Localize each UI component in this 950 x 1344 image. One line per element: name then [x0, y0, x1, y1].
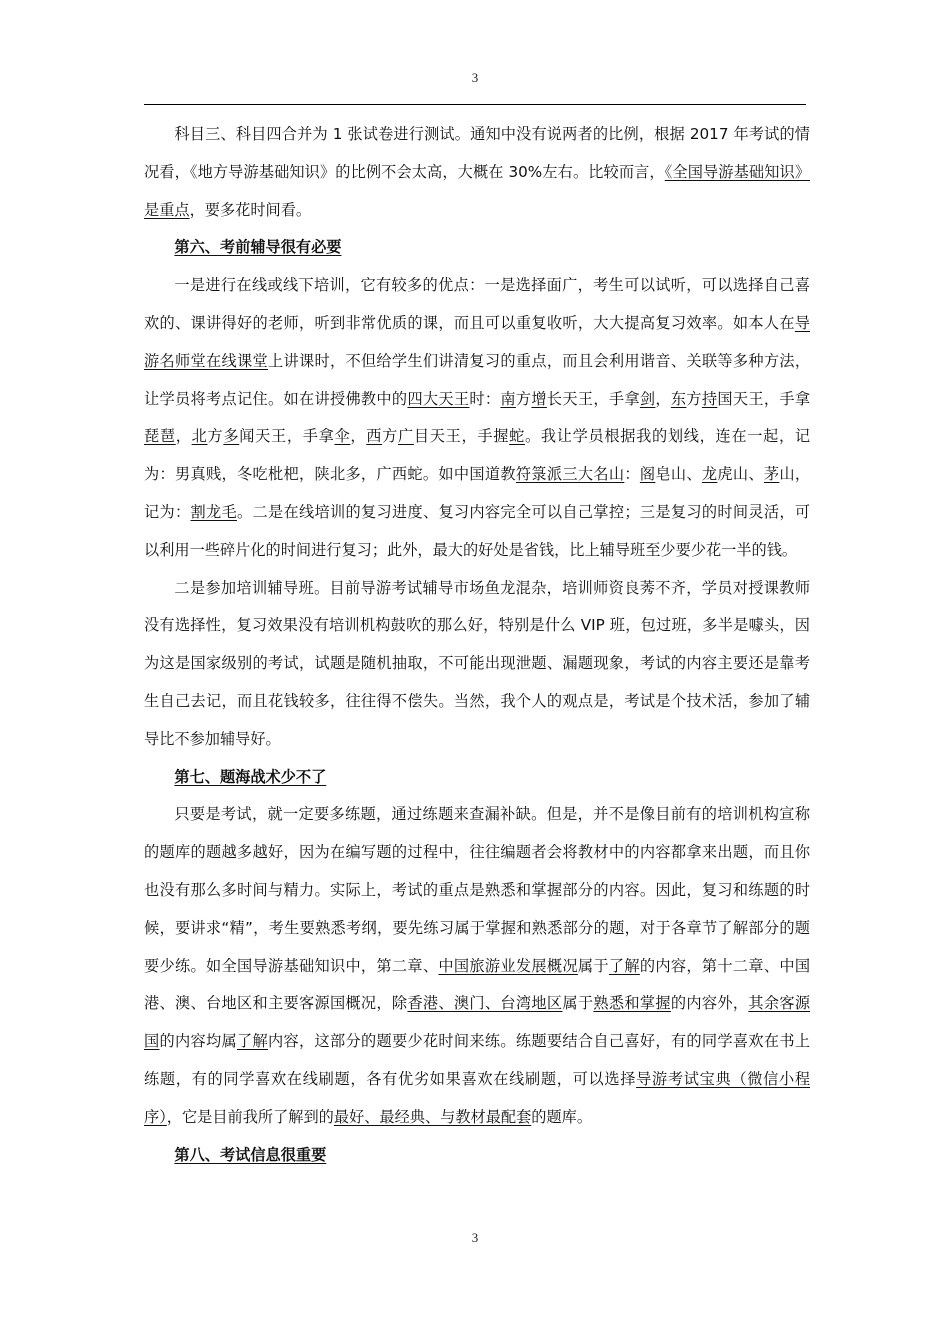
text: 时： — [469, 389, 501, 408]
underlined-text: 了解 — [608, 956, 640, 975]
underlined-text: 最好、最经典、与教材最配套 — [333, 1107, 532, 1126]
text: ， — [175, 427, 192, 446]
text: 的内容外， — [670, 994, 749, 1013]
text: 方 — [515, 389, 532, 408]
document-body — [144, 116, 810, 1174]
text: 目天王，手握 — [413, 427, 510, 446]
underlined-text: 北 — [191, 427, 208, 446]
header-rule — [144, 104, 806, 105]
text: ，它是目前我所了解到的 — [166, 1107, 334, 1126]
text: 虎山、 — [717, 465, 764, 484]
underlined-text: 伞 — [334, 427, 351, 446]
text: 山，记为： — [144, 465, 811, 521]
underlined-text: 割龙毛 — [190, 502, 237, 521]
underlined-text: 阁 — [639, 465, 656, 484]
text: 闻天王，手拿 — [239, 427, 335, 446]
text: ， — [350, 427, 367, 446]
text: ， — [655, 389, 671, 408]
underlined-text: 导游考试宝典（微信小程序） — [144, 1069, 811, 1126]
underlined-text: 了解 — [236, 1032, 268, 1051]
text: 的内容均属 — [159, 1032, 237, 1051]
text: ： — [624, 465, 640, 484]
text: 。二是在线培训的复习进度、复习内容完全可以自己掌控；三是复习的时间灵活，可以利用一些碎片化的时间进行复习；此外，最大的好处是省钱，比上辅导班至少要少花一半的钱。 — [144, 502, 811, 559]
underlined-text: 多 — [223, 427, 240, 446]
text: 属于 — [577, 956, 609, 975]
text: 科目三、科目四合并为 1 张试卷进行测试。通知中没有说两者的比例，根据 2017 年考试的情况看，《地方导游基础知识》的比例不会太高，大概在 30%左右。比较而言， — [144, 125, 810, 181]
text: 长天王，手拿 — [546, 389, 640, 408]
underlined-text: 其余客源国 — [144, 994, 811, 1051]
underlined-text: 剑 — [639, 389, 656, 408]
text: 内容，这部分的题要少花时间来练。练题要结合自己喜好，有的同学喜欢在书上练题，有的同学喜欢在线刷题，各有优劣如果喜欢在线刷题，可以选择 — [144, 1032, 811, 1088]
text: 皂山、 — [655, 465, 702, 484]
section-heading-8: 第八、考试信息很重要 — [174, 1145, 327, 1164]
text: 只要是考试，就一定要多练题，通过练题来查漏补缺。但是，并不是像目前有的培训机构宣称的题库的题越多越好，因为在编写题的过程中，往往编题者会将教材中的内容都拿来出题，而且你也没有那么多时间与精力。实际上，考试的重点是熟悉和掌握部分的内容。因此，复习和练题的时候，要讲求“精”，考生要熟悉考纲，要先练习属于掌握和熟悉部分的题，对于各章节了解部分的题要少练。如全国导游基础知识中，第二章、 — [144, 805, 810, 975]
text: 属于 — [562, 994, 594, 1013]
text: 。我让学员根据我的划线，连在一起，记为：男真贱，冬吃枇杷，陕北多，广西蛇。如中国道教 — [144, 427, 811, 484]
underlined-text: 导游名师堂在线课堂 — [144, 313, 810, 370]
underlined-text: 蛇 — [509, 427, 525, 446]
section-heading-6: 第六、考前辅导很有必要 — [174, 238, 342, 257]
text: ，要多花时间看。 — [189, 200, 312, 219]
paragraph-exam-subjects — [144, 116, 810, 229]
underlined-text: 广 — [398, 427, 414, 446]
underlined-text: 西 — [366, 427, 383, 446]
text: 方 — [382, 427, 398, 446]
text: 国天王，手拿 — [717, 389, 811, 408]
underlined-text: 增 — [531, 389, 547, 408]
underlined-text: 茅 — [763, 465, 780, 484]
paragraph-practice-questions — [144, 796, 810, 1136]
underlined-text: 南 — [500, 389, 516, 408]
text: 方 — [207, 427, 224, 446]
underlined-text: 琵琶 — [144, 427, 176, 446]
underlined-text: 符箓派三大名山 — [515, 465, 625, 484]
underlined-text: 持 — [701, 389, 718, 408]
underlined-text: 《全国导游基础知识》是重点 — [144, 162, 811, 219]
text: 方 — [686, 389, 702, 408]
underlined-text: 龙 — [701, 465, 718, 484]
underlined-text: 东 — [670, 389, 687, 408]
paragraph-online-training — [144, 267, 810, 569]
underlined-text: 中国旅游业发展概况 — [438, 956, 578, 975]
text: 一是进行在线或线下培训，它有较多的优点：一是选择面广，考生可以试听，可以选择自己喜欢的、课讲得好的老师，听到非常优质的课，而且可以重复收听，大大提高复习效率。如本人在 — [144, 276, 810, 332]
header-page-number: 3 — [471, 70, 479, 85]
footer-page-number: 3 — [471, 1230, 479, 1245]
text: 的内容，第十二章、中国港、澳、台地区和主要客源国概况，除 — [144, 956, 811, 1013]
paragraph-training-class: 二是参加培训辅导班。目前导游考试辅导市场鱼龙混杂，培训师资良莠不齐，学员对授课教师没有选择性，复习效果没有培训机构鼓吹的那么好，特别是什么 VIP 班，包过班，多半是噱头，因为这是国家级别的考试，试题是随机抽取，不可能出现泄题、漏题现象，考试的内容主要还是靠考生自己去记，而且花钱较多，往往得不偿失。当然，我个人的观点是，考试是个技术活，参加了辅导比不参加辅导好。 — [144, 578, 810, 748]
underlined-text: 香港、澳门、台湾地区 — [407, 994, 563, 1013]
underlined-text: 熟悉和掌握 — [593, 994, 671, 1013]
underlined-text: 四大天王 — [407, 389, 470, 408]
text: 上讲课时，不但给学生们讲清复习的重点，而且会利用谐音、关联等多种方法，让学员将考点记住。如在讲授佛教中的 — [144, 351, 811, 408]
text: 的题库。 — [531, 1107, 593, 1126]
section-heading-7: 第七、题海战术少不了 — [174, 767, 327, 786]
